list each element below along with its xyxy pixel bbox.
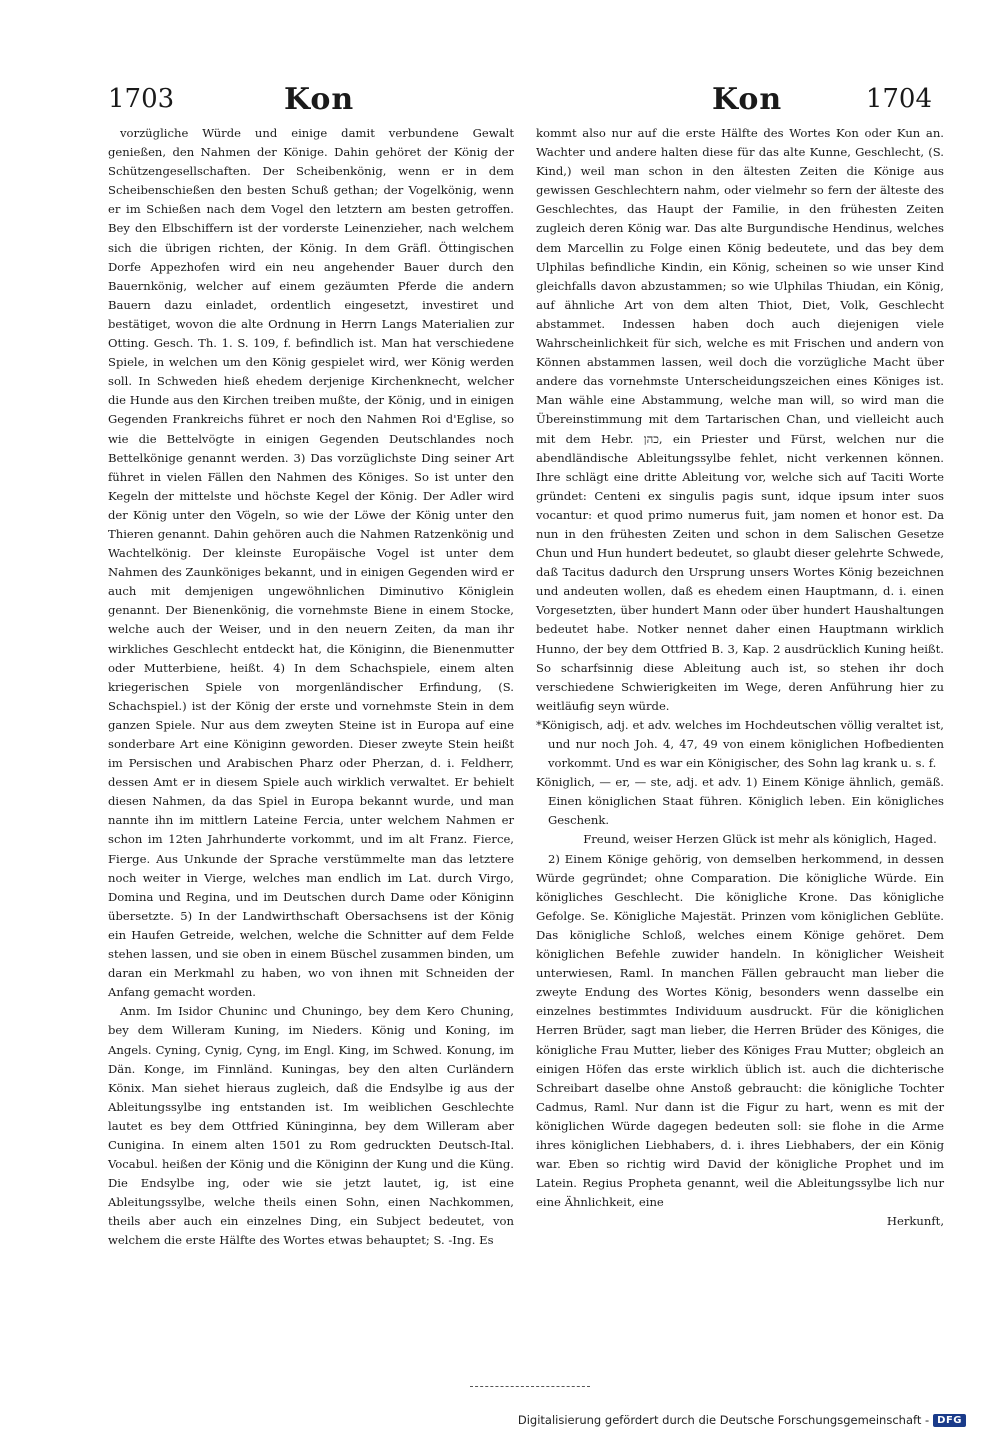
right-text-column <box>536 124 944 1231</box>
end-rule <box>470 1386 590 1387</box>
entry-koenigisch: *Königisch, adj. et adv. welches im Hochdeutschen völlig veraltet ist, und nur noch Joh. 4, 47, 49 von einem königlichen Hofbedienten vorkommt. Und es war ein Königischer, des Sohn lag krank u. s. f. <box>536 717 944 771</box>
catchword: Herkunft, <box>886 1214 944 1229</box>
left-paragraph-koenig-senses: vorzügliche Würde und einige damit verbundene Gewalt genießen, den Nahmen der Könige. Dahin gehöret der König der Schützengesellschaften. Der Scheibenkönig, wenn er in dem Scheibenschießen den besten Schuß gethan; der Vogelkönig, wenn er im Schießen nach dem Vogel den letztern am besten getroffen. Bey den Elbschiffern ist der vorderste Leinenzieher, nach welchem sich die übrigen richten, der König. In dem Gräfl. Öttingischen Dorfe Appezhofen wird ein neu angehender Bauer durch den Bauernkönig, welcher auf einem gezäumten Pferde die andern Bauern dazu einladet, ordentlich eingesetzt, investiret und bestätiget, wovon die alte Ordnung in Herrn Langs Materialien zur Otting. Gesch. Th. 1. S. 109, f. befindlich ist. Man hat verschiedene Spiele, in welchen um den König gespielet wird, wer König werden soll. In Schweden hieß ehedem derjenige Kirchenknecht, welcher die Hunde aus den Kirchen treiben mußte, der König, und in einigen Gegenden Frankreichs führet er noch den Nahmen Roi d'Eglise, so wie die Bettelvögte in einigen Gegenden Deutschlandes noch Bettelkönige genannt werden. 3) Das vorzüglichste Ding seiner Art führet in vielen Fällen den Nahmen des Königes. So ist unter den Kegeln der mittelste und höchste Kegel der König. Der Adler wird der König unter den Vögeln, so wie der Löwe der König unter den Thieren genannt. Dahin gehören auch die Nahmen Ratzenkönig und Wachtelkönig. Der kleinste Europäische Vogel ist unter dem Nahmen des Zaunköniges bekannt, und in einigen Gegenden wird er auch mit demjenigen ungewöhnlichen Diminutivo Königlein genannt. Der Bienenkönig, die vornehmste Biene in einem Stocke, welche auch der Weiser, und in den neuern Zeiten, da man ihr wirkliches Geschlecht entdeckt hat, die Königinn, die Bienenmutter oder Mutterbiene, heißt. 4) In dem Schachspiele, einem alten kriegerischen Spiele von morgenländischer Erfindung, (S. Schachspiel.) ist der König der erste und vornehmste Stein in dem ganzen Spiele. Nur aus dem zweyten Steine ist in Europa auf eine sonderbare Art eine Königinn geworden. Dieser zweyte Stein heißt im Persischen und Arabischen Pharz oder Pherzan, d. i. Feldherr, dessen Amt er in diesem Spiele auch wirklich verwaltet. Er behielt diesen Nahmen, da das Spiel in Europa bekannt wurde, und man nannte ihn im mittlern Lateine Fercia, unter welchem Nahmen er schon im 12ten Jahrhunderte vorkommt, und im alt Franz. Fierce, Fierge. Aus Unkunde der Sprache verstümmelte man das letztere noch weiter in Vierge, welches man endlich im Lat. durch Virgo, Domina und Regina, und im Deutschen durch Dame oder Königinn übersetzte. 5) In der Landwirthschaft Obersachsens ist der König ein Haufen Getreide, welchen, welche die Schnitter auf dem Felde stehen lassen, und sie oben in einem Büschel zusammen binden, um daran ein Merkmahl zu haben, wo von ihnen mit Schneiden der Anfang gemacht worden. <box>108 126 514 1000</box>
dfg-logo: DFG <box>933 1414 966 1427</box>
entry-koeniglich-sense-2: 2) Einem Könige gehörig, von demselben herkommend, in dessen Würde gegründet; ohne Comparation. Die königliche Würde. Ein königliches Geschlecht. Die königliche Krone. Das königliche Gefolge. Se. Königliche Majestät. Prinzen vom königlichen Geblüte. Das königliche Schloß, welches einem Könige gehöret. Dem königlichen Befehle zuwider handeln. In königlicher Weisheit unterwiesen, Raml. In manchen Fällen gebraucht man lieber die zweyte Endung des Wortes König, besonders wenn dasselbe ein einzelnes bestimmtes Individuum ausdruckt. Für die königlichen Herren Brüder, sagt man lieber, die Herren Brüder des Königes, die königliche Frau Mutter, lieber des Königes Frau Mutter; obgleich an einigen Höfen das erste wirklich üblich ist. auch die dichterische Schreibart daselbe ohne Anstoß gebraucht: die königliche Tochter Cadmus, Raml. Nur dann ist die Figur zu hart, wenn es mit der königlichen Würde dagegen bedeuten soll: sie flohe in die Arme ihres königlichen Liebhabers, d. i. ihres Liebhabers, der ein König war. Eben so richtig wird David der königliche Prophet und im Latein. Regius Propheta genannt, weil die Ableitungssylbe lich nur eine Ähnlichkeit, eine <box>536 851 944 1210</box>
left-text-column <box>108 124 514 1251</box>
funding-note: Digitalisierung gefördert durch die Deutsche Forschungsgemeinschaft - <box>517 1413 930 1427</box>
quotation-hagedorn: Freund, weiser Herzen Glück ist mehr als königlich, Haged. <box>583 832 937 847</box>
right-page-number: 1704 <box>865 84 932 114</box>
page-header <box>108 84 932 124</box>
left-paragraph-etymology-note: Anm. Im Isidor Chuninc und Chuningo, bey dem Kero Chuning, bey dem Willeram Kuning, im Nieders. König und Koning, im Angels. Cyning, Cynig, Cyng, im Engl. King, im Schwed. Konung, im Dän. Konge, im Finnländ. Kuningas, bey den alten Curländern Könix. Man siehet hieraus zugleich, daß die Endsylbe ig aus der Ableitungssylbe ing entstanden ist. Im weiblichen Geschlechte lautet es bey dem Ottfried Küninginna, bey dem Willeram aber Cunigina. In einem alten 1501 zu Rom gedruckten Deutsch-Ital. Vocabul. heißen der König und die Königinn der Kung und die Küng. Die Endsylbe ing, oder wie sie jetzt lautet, ig, ist eine Ableitungssylbe, welche theils einen Sohn, einen Nachkommen, theils aber auch ein einzelnes Ding, ein Subject bedeutet, von welchem die erste Hälfte des Wortes etwas behauptet; S. -Ing. Es <box>108 1004 514 1248</box>
left-running-headword: Kon <box>284 82 355 117</box>
digitization-footer <box>518 1412 966 1428</box>
right-running-headword: Kon <box>712 82 783 117</box>
right-paragraph-etymology-continued: kommt also nur auf die erste Hälfte des Wortes Kon oder Kun an. Wachter und andere halten diese für das alte Kunne, Geschlecht, (S. Kind,) weil man schon in den ältesten Zeiten die Könige aus gewissen Geschlechtern nahm, oder vielmehr so fern der älteste des Geschlechtes, das Haupt der Familie, in den frühesten Zeiten zugleich deren König war. Das alte Burgundische Hendinus, welches dem Marcellin zu Folge einen König bedeutete, und das bey dem Ulphilas befindliche Kindin, ein König, scheinen so wie unser Kind gleichfalls davon abzustammen; so wie Ulphilas Thiudan, ein König, auf ähnliche Art von dem alten Thiot, Diet, Volk, Geschlecht abstammet. Indessen haben doch auch diejenigen viele Wahrscheinlichkeit für sich, welche es mit Frischen und andern von Können abstammen lassen, weil doch die vorzügliche Macht über andere das vornehmste Unterscheidungszeichen eines Königes ist. Man wähle eine Abstammung, welche man will, so wird man die Übereinstimmung mit dem Tartarischen Chan, und vielleicht auch mit dem Hebr. כהן, ein Priester und Fürst, welchen nur die abendländische Ableitungssylbe fehlet, nicht verkennen können. Ihre schlägt eine dritte Ableitung vor, welche sich auf Taciti Worte gründet: Centeni ex singulis pagis sunt, idque ipsum inter suos vocantur: et quod primo numerus fuit, jam nomen et honor est. Da nun in den frühesten Zeiten und schon in dem Salischen Gesetze Chun und Hun hundert bedeutet, so glaubt dieser gelehrte Schwede, daß Tacitus dadurch den Ursprung unsers Wortes König bezeichnen und andeuten wollen, daß es ehedem einen Hauptmann, d. i. einen Vorgesetzten, über hundert Mann oder über hundert Haushaltungen bedeutet habe. Notker nennet daher einen Hauptmann wirklich Hunno, der bey dem Ottfried B. 3, Kap. 2 ausdrücklich Kuning heißt. So scharfsinnig diese Ableitung auch ist, so stehen ihr doch verschiedene Schwierigkeiten im Wege, deren Anführung hier zu weitläufig seyn würde. <box>536 126 944 713</box>
left-page-number: 1703 <box>108 84 175 114</box>
entry-koeniglich: Königlich, — er, — ste, adj. et adv. 1) Einem Könige ähnlich, gemäß. Einen königlichen Staat führen. Königlich leben. Ein königliches Geschenk. <box>536 775 944 828</box>
